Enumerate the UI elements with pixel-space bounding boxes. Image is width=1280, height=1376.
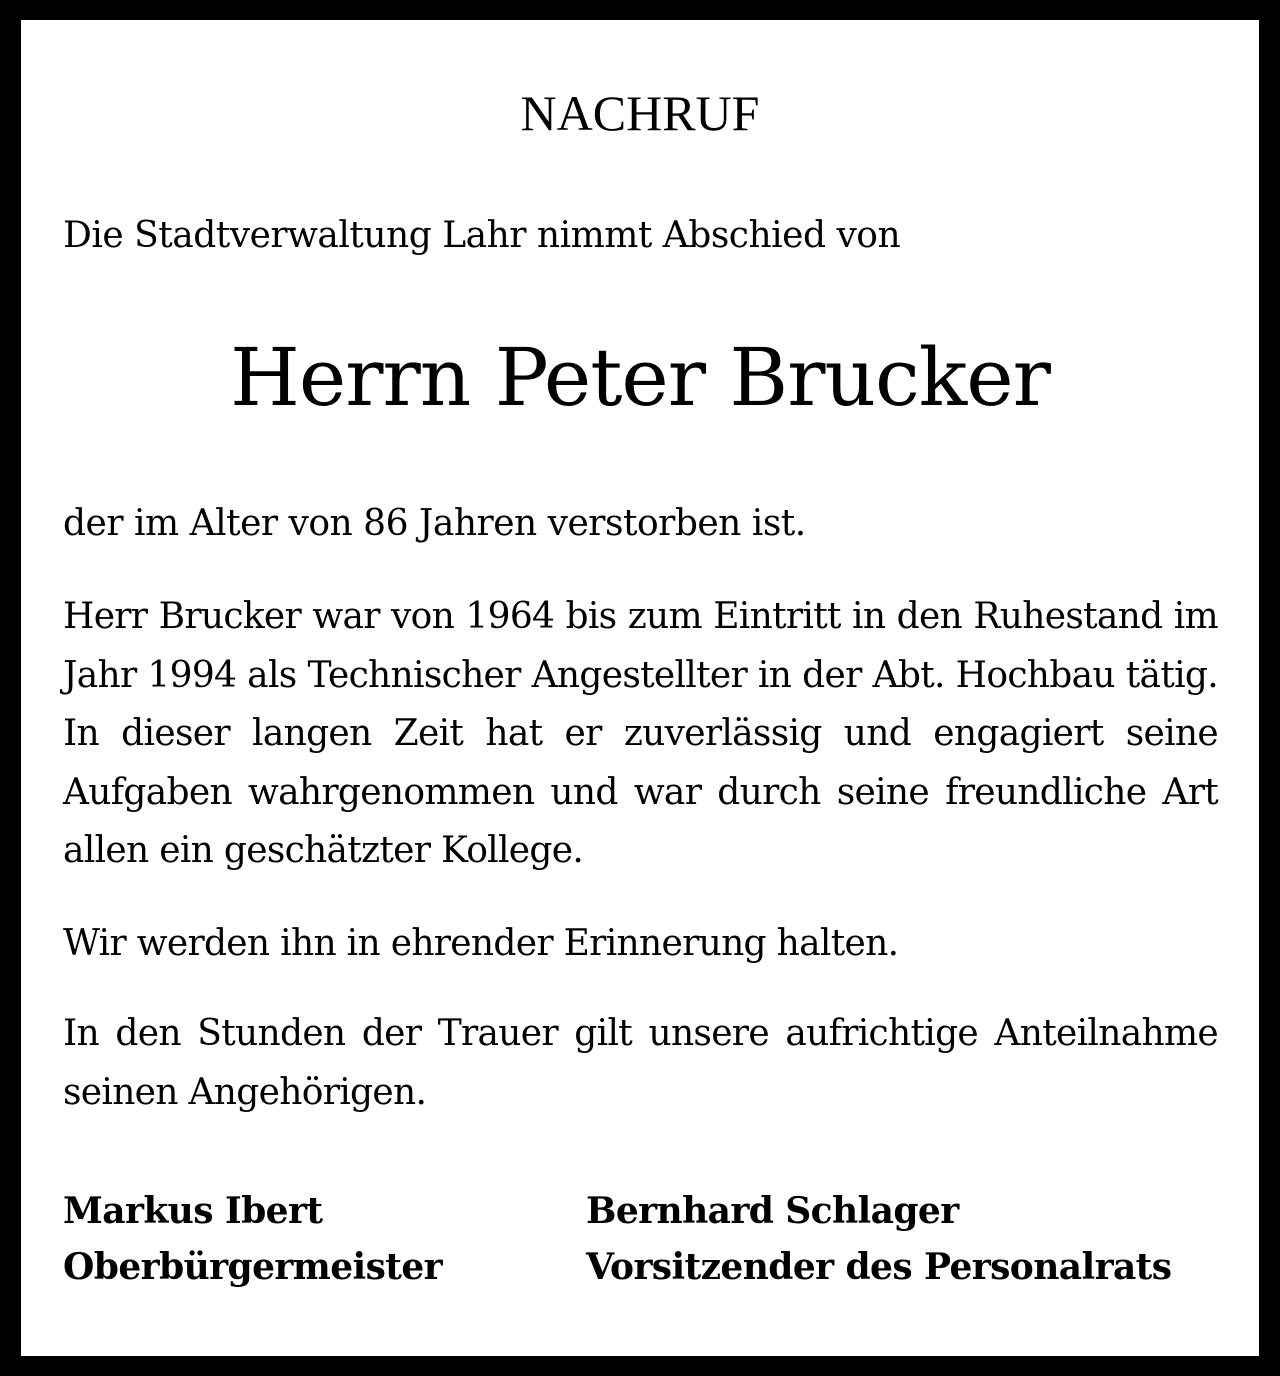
sympathy-paragraph: In den Stunden der Trauer gilt unsere aufrichtige Anteilnahme seinen Angehörigen.: [63, 1013, 1218, 1113]
signatory-title: Oberbürgermeister: [63, 1246, 442, 1288]
memory-paragraph: Wir werden ihn in ehrender Erinnerung halten.: [63, 923, 899, 964]
intro-line: Die Stadtverwaltung Lahr nimmt Abschied von: [63, 215, 901, 256]
notice-heading: NACHRUF: [520, 85, 760, 141]
signatory-name: Bernhard Schlager: [586, 1190, 959, 1232]
age-line: der im Alter von 86 Jahren verstorben ist.: [63, 503, 806, 544]
signatory-title: Vorsitzender des Personalrats: [586, 1246, 1172, 1288]
signatory-name: Markus Ibert: [63, 1190, 323, 1232]
signature-mayor: [63, 1183, 442, 1295]
obituary-notice: [21, 20, 1259, 1356]
career-paragraph: Herr Brucker war von 1964 bis zum Eintritt in den Ruhestand im Jahr 1994 als Technischer Angestellter in der Abt. Hochbau tätig. In dieser langen Zeit hat er zuverlässig und engagiert seine Aufgaben wahrgenommen und war durch seine freundliche Art allen ein geschätzter Kollege.: [63, 596, 1218, 871]
signature-staff-council: [586, 1183, 1171, 1295]
deceased-name: Herrn Peter Brucker: [230, 331, 1050, 424]
